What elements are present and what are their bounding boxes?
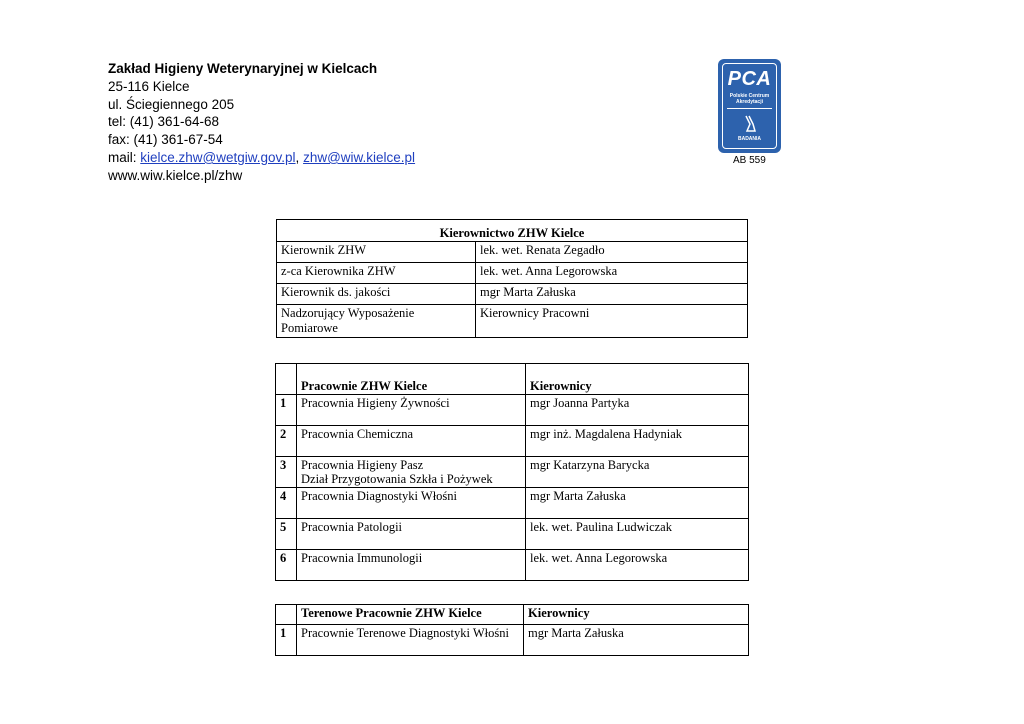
table-row — [276, 426, 749, 457]
pca-logo-line1: Polskie Centrum — [729, 93, 770, 99]
table-row — [276, 625, 749, 656]
row-number: 5 — [276, 519, 297, 550]
lab-head-cell: mgr Marta Załuska — [526, 488, 749, 519]
number-header — [276, 364, 297, 395]
lab-name-cell: Pracownia Higieny Pasz Dział Przygotowania Szkła i Pożywek — [297, 457, 526, 488]
street-address: ul. Ściegiennego 205 — [108, 96, 235, 112]
email-prefix: mail: — [108, 149, 141, 165]
role-cell: Kierownik ZHW — [277, 242, 476, 263]
email-separator: , — [295, 149, 304, 165]
website-text: www.wiw.kielce.pl/zhw — [108, 167, 243, 183]
person-cell: lek. wet. Anna Legorowska — [476, 263, 748, 284]
management-table — [276, 219, 748, 338]
lab-name-cell: Pracownia Diagnostyki Włośni — [297, 488, 526, 519]
lab-head-header: Kierownicy — [526, 364, 749, 395]
lab-name-header: Pracownie ZHW Kielce — [297, 364, 526, 395]
field-lab-name-cell: Pracownie Terenowe Diagnostyki Włośni — [297, 625, 524, 656]
field-labs-table — [275, 604, 749, 656]
pca-logo-line2: Akredytacji — [736, 99, 763, 105]
lab-name-cell: Pracownia Patologii — [297, 519, 526, 550]
field-lab-head-cell: mgr Marta Załuska — [524, 625, 749, 656]
flask-icon — [741, 114, 759, 134]
person-cell: lek. wet. Renata Zegadło — [476, 242, 748, 263]
email-line — [108, 149, 415, 167]
table-row — [277, 263, 748, 284]
table-row — [277, 284, 748, 305]
organization-header — [108, 60, 415, 185]
row-number: 3 — [276, 457, 297, 488]
row-number: 2 — [276, 426, 297, 457]
row-number: 1 — [276, 395, 297, 426]
person-cell: mgr Marta Załuska — [476, 284, 748, 305]
row-number: 6 — [276, 550, 297, 581]
lab-head-cell: lek. wet. Anna Legorowska — [526, 550, 749, 581]
lab-head-cell: mgr inż. Magdalena Hadyniak — [526, 426, 749, 457]
table-row — [277, 242, 748, 263]
management-table-title: Kierownictwo ZHW Kielce — [277, 220, 748, 242]
role-cell: z-ca Kierownika ZHW — [277, 263, 476, 284]
table-row — [277, 305, 748, 338]
fax-number: fax: (41) 361-67-54 — [108, 132, 223, 148]
role-cell: Kierownik ds. jakości — [277, 284, 476, 305]
email-link-primary[interactable]: kielce.zhw@wetgiw.gov.pl — [140, 149, 296, 165]
role-cell: Nadzorujący Wyposażenie Pomiarowe — [277, 305, 476, 338]
table-row — [276, 550, 749, 581]
lab-head-cell: mgr Joanna Partyka — [526, 395, 749, 426]
lab-head-cell: lek. wet. Paulina Ludwiczak — [526, 519, 749, 550]
lab-name-cell: Pracownia Immunologii — [297, 550, 526, 581]
row-number: 4 — [276, 488, 297, 519]
table-row — [276, 395, 749, 426]
organization-name: Zakład Higieny Weterynaryjnej w Kielcach — [108, 61, 378, 76]
pca-logo-badge: BADANIA — [737, 136, 762, 142]
email-link-secondary[interactable]: zhw@wiw.kielce.pl — [303, 149, 416, 165]
pca-accreditation-logo — [719, 60, 780, 152]
pca-logo-brand: PCA — [727, 68, 772, 90]
labs-table — [275, 363, 749, 581]
table-row — [276, 519, 749, 550]
person-cell: Kierownicy Pracowni — [476, 305, 748, 338]
lab-head-cell: mgr Katarzyna Barycka — [526, 457, 749, 488]
lab-name-cell: Pracownia Higieny Żywności — [297, 395, 526, 426]
table-row — [276, 457, 749, 488]
row-number: 1 — [276, 625, 297, 656]
table-row — [276, 488, 749, 519]
phone-number: tel: (41) 361-64-68 — [108, 114, 220, 130]
postal-address: 25-116 Kielce — [108, 78, 190, 94]
lab-name-cell: Pracownia Chemiczna — [297, 426, 526, 457]
accreditation-number: AB 559 — [733, 155, 766, 166]
field-lab-head-header: Kierownicy — [524, 605, 749, 625]
number-header — [276, 605, 297, 625]
field-lab-name-header: Terenowe Pracownie ZHW Kielce — [297, 605, 524, 625]
